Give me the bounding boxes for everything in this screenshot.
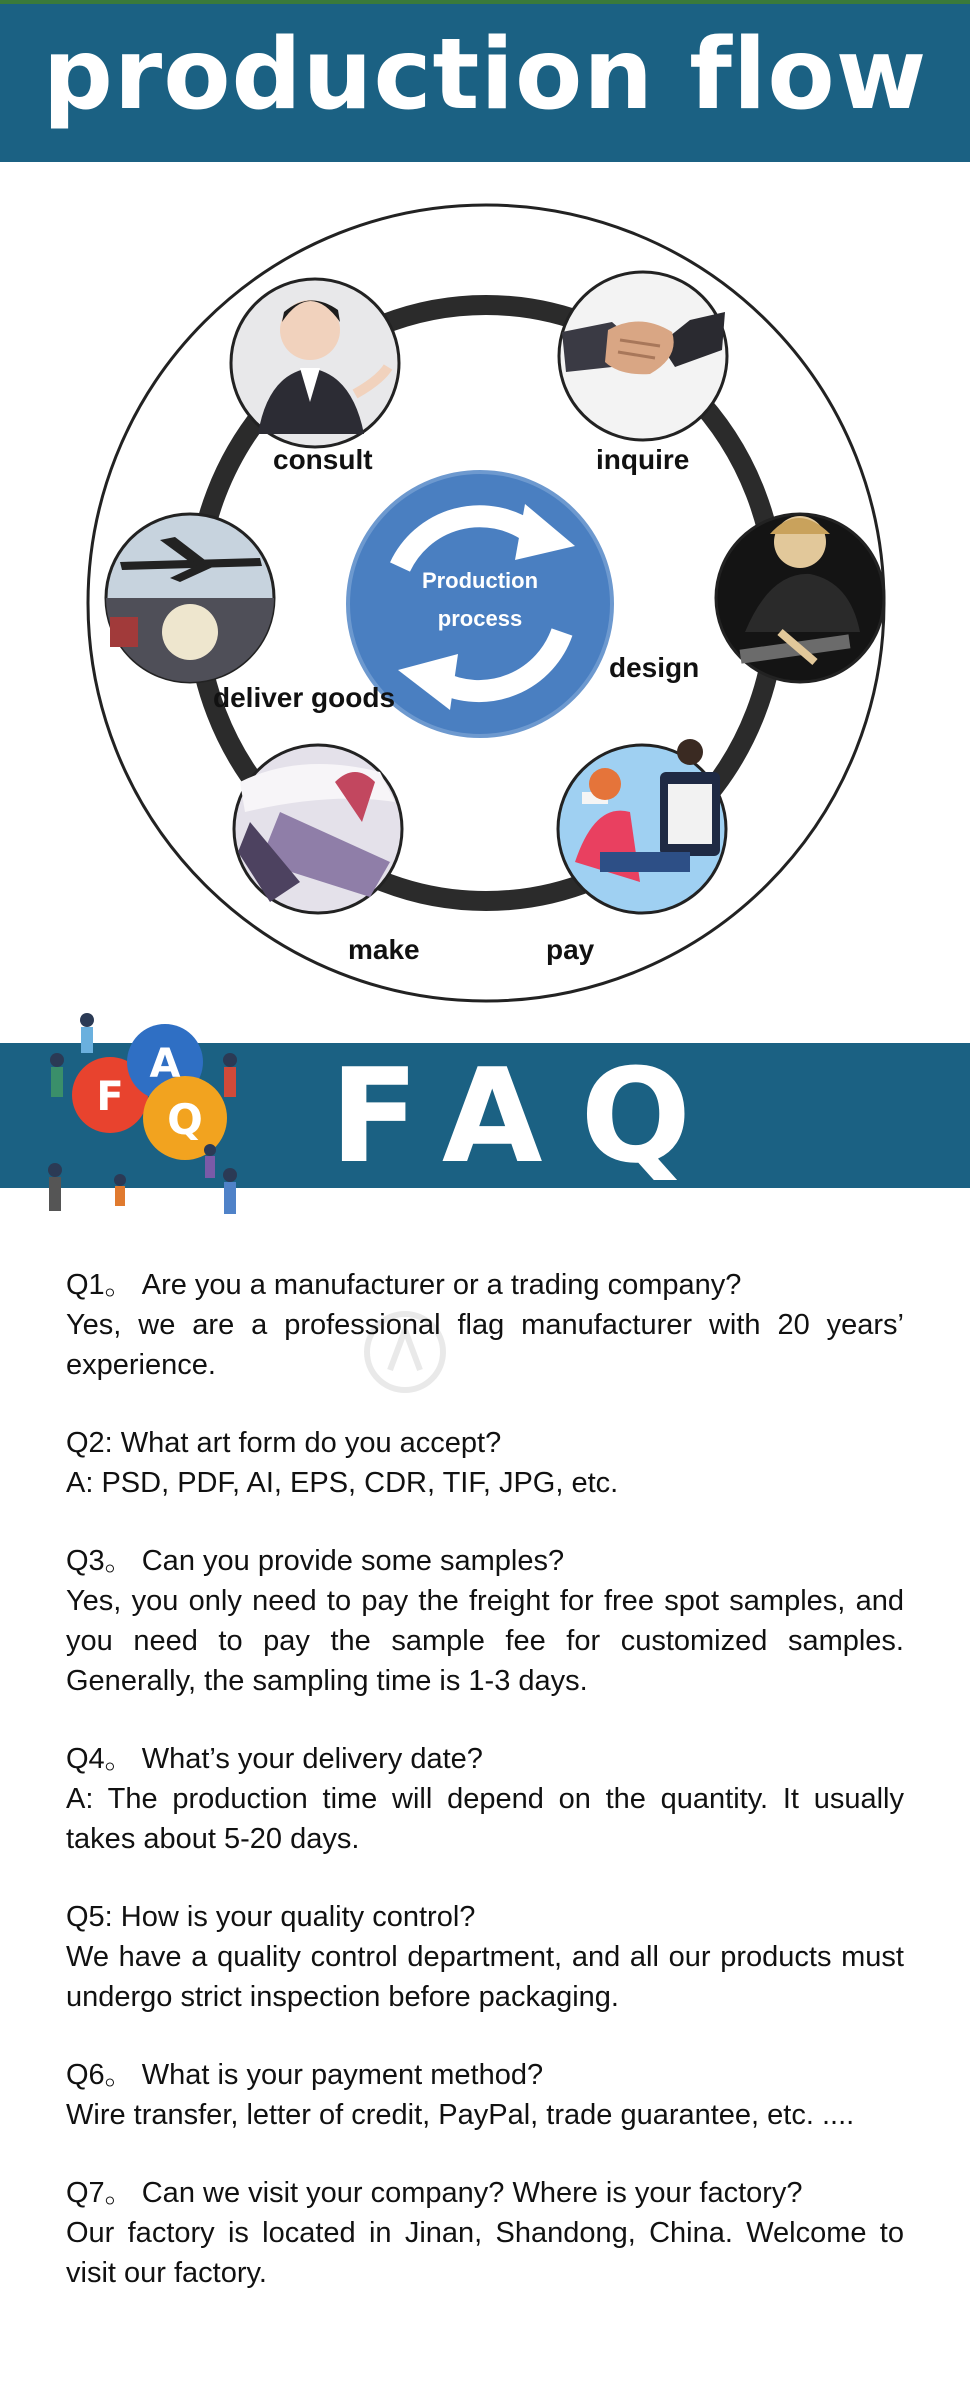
faq-title: FAQ: [330, 1040, 730, 1192]
faq-answer: Wire transfer, letter of credit, PayPal, trade guarantee, etc. ....: [66, 2099, 855, 2131]
header-banner: [0, 4, 970, 162]
faq-question: Q3。 Can you provide some samples?: [66, 1545, 565, 1577]
node-label-design: design: [609, 652, 700, 683]
faq-item: [66, 1541, 904, 1701]
page-title: production flow: [42, 18, 928, 132]
consult-node: [231, 279, 399, 447]
deliver-node: [106, 514, 274, 682]
node-label-pay: pay: [546, 934, 595, 965]
faq-item: [66, 1897, 904, 2017]
faq-answer: Yes, we are a professional flag manufacturer with 20 years’ experience.: [66, 1309, 904, 1381]
faq-answer: Yes, you only need to pay the freight for free spot samples, and you need to pay the sample fee for customized samples. Generally, the sampling time is 1-3 days.: [66, 1585, 904, 1697]
center-label: [400, 562, 560, 638]
faq-list: [66, 1265, 904, 2331]
faq-question: Q6。 What is your payment method?: [66, 2059, 544, 2091]
faq-letter-a: A: [149, 1041, 181, 1087]
faq-item: [66, 2055, 904, 2135]
faq-item: [66, 1423, 904, 1503]
faq-balloon-icon: [72, 1024, 227, 1160]
make-node: [234, 745, 402, 913]
center-label-line2: process: [437, 606, 523, 631]
faq-question: Q2: What art form do you accept?: [66, 1427, 502, 1459]
faq-letter-f: F: [96, 1074, 124, 1120]
faq-question: Q1。 Are you a manufacturer or a trading company?: [66, 1269, 742, 1301]
faq-illustration: [25, 1000, 265, 1235]
node-label-consult: consult: [273, 444, 373, 475]
faq-item: [66, 1265, 904, 1385]
faq-answer: A: The production time will depend on the quantity. It usually takes about 5-20 days.: [66, 1783, 904, 1855]
node-label-deliver-goods: deliver goods: [213, 682, 396, 713]
inquire-node: [559, 272, 727, 440]
production-flow-diagram: [0, 162, 970, 1042]
node-label-inquire: inquire: [596, 444, 690, 475]
center-label-line1: Production: [421, 568, 539, 593]
faq-answer: We have a quality control department, and all our products must undergo strict inspection before packaging.: [66, 1941, 904, 2013]
pay-node: [558, 739, 726, 913]
faq-item: [66, 2173, 904, 2293]
design-node: [716, 514, 884, 682]
node-label-make: make: [348, 934, 420, 965]
faq-question: Q4。 What’s your delivery date?: [66, 1743, 483, 1775]
faq-letter-q: Q: [167, 1095, 203, 1144]
faq-question: Q5: How is your quality control?: [66, 1901, 476, 1933]
faq-question: Q7。 Can we visit your company? Where is your factory?: [66, 2177, 803, 2209]
faq-item: [66, 1739, 904, 1859]
faq-answer: A: PSD, PDF, AI, EPS, CDR, TIF, JPG, etc.: [66, 1467, 619, 1499]
faq-answer: Our factory is located in Jinan, Shandong, China. Welcome to visit our factory.: [66, 2217, 904, 2289]
